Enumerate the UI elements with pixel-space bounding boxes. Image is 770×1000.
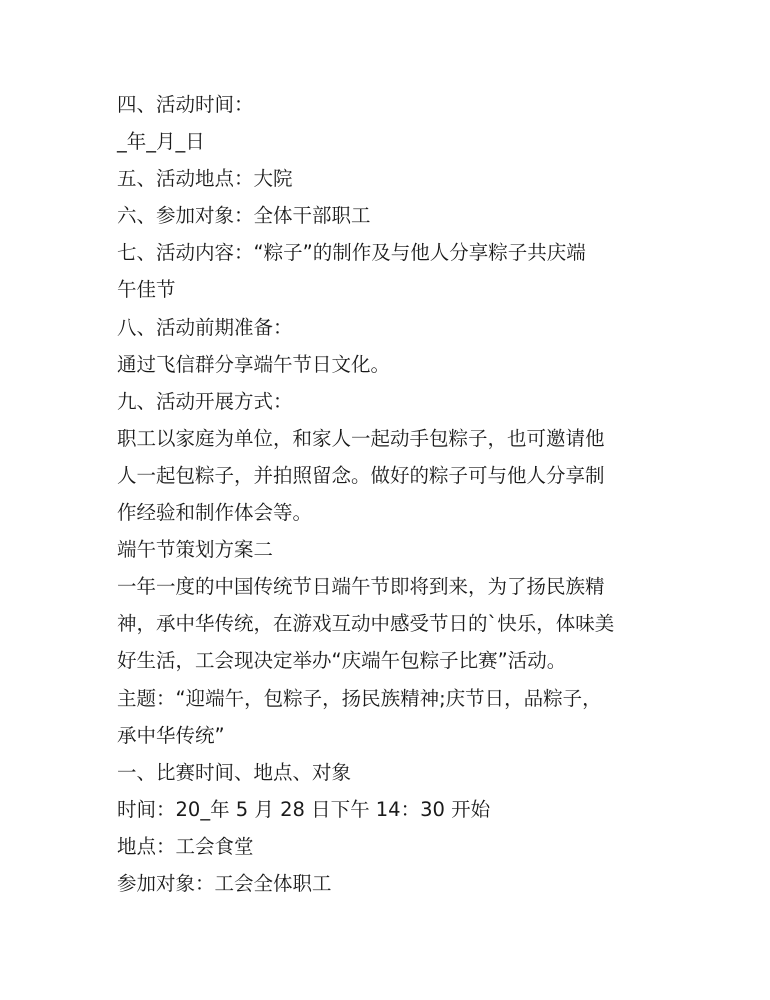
text-line: 七、活动内容：“粽子”的制作及与他人分享粽子共庆端 bbox=[117, 241, 586, 265]
text-line: 参加对象：工会全体职工 bbox=[117, 871, 332, 895]
text-line: 地点：工会食堂 bbox=[117, 834, 254, 858]
text-line: _年_月_日 bbox=[117, 130, 205, 154]
text-line: 一年一度的中国传统节日端午节即将到来，为了扬民族精 bbox=[117, 575, 605, 599]
text-line: 作经验和制作体会等。 bbox=[117, 501, 313, 525]
text-line: 四、活动时间： bbox=[117, 93, 254, 116]
text-line: 神，承中华传统，在游戏互动中感受节日的`快乐，体味美 bbox=[117, 612, 615, 636]
text-line: 八、活动前期准备： bbox=[117, 315, 293, 339]
text-line: 一、比赛时间、地点、对象 bbox=[117, 760, 352, 784]
text-line: 好生活，工会现决定举办“庆端午包粽子比赛”活动。 bbox=[117, 649, 567, 673]
text-line: 时间：20_年 5 月 28 日下午 14：30 开始 bbox=[117, 797, 491, 821]
document-body bbox=[117, 86, 657, 902]
text-line: 主题：“迎端午，包粽子，扬民族精神;庆节日，品粽子， bbox=[117, 686, 602, 710]
text-line: 午佳节 bbox=[117, 278, 176, 302]
text-line: 五、活动地点：大院 bbox=[117, 167, 293, 191]
text-line: 六、参加对象：全体干部职工 bbox=[117, 204, 371, 228]
text-line: 九、活动开展方式： bbox=[117, 389, 293, 413]
text-line: 职工以家庭为单位，和家人一起动手包粽子，也可邀请他 bbox=[117, 426, 605, 450]
text-line: 人一起包粽子，并拍照留念。做好的粽子可与他人分享制 bbox=[117, 463, 605, 487]
text-line: 承中华传统” bbox=[117, 723, 225, 747]
section-heading: 端午节策划方案二 bbox=[117, 538, 274, 562]
text-line: 通过飞信群分享端午节日文化。 bbox=[117, 352, 391, 376]
